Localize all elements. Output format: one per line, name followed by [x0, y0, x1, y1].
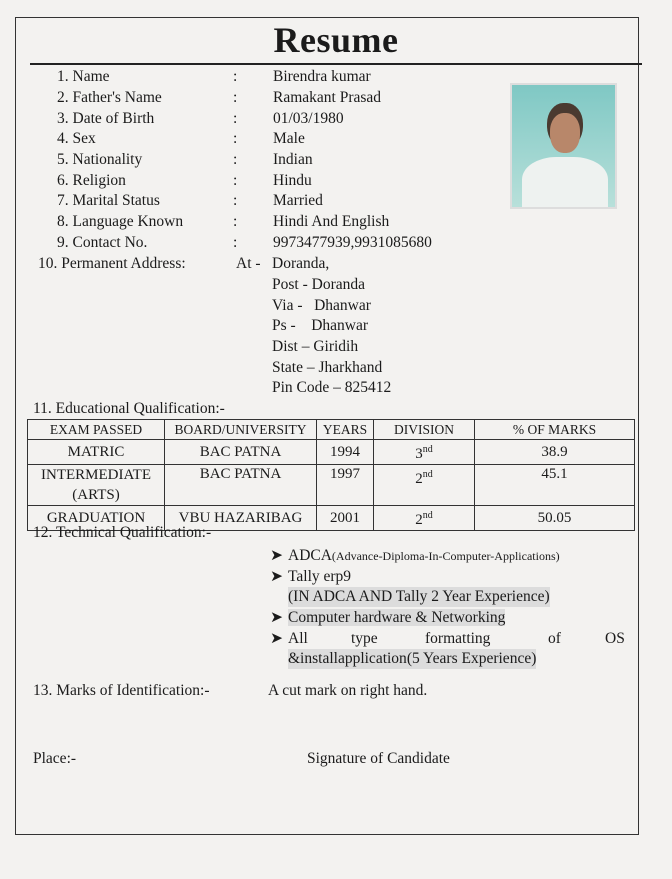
colon: : [233, 234, 238, 251]
arrow-bullet-icon: ➤ [270, 547, 283, 564]
religion-value: Hindu [273, 172, 312, 189]
address-label: 10. Permanent Address: [38, 255, 186, 272]
address-line: Via - Dhanwar [272, 297, 371, 314]
exam-cell: MATRIC [28, 440, 165, 465]
religion-label: 6. Religion [57, 172, 126, 189]
father-name-value: Ramakant Prasad [273, 89, 382, 106]
table-row [28, 465, 635, 506]
dob-value: 01/03/1980 [273, 110, 344, 127]
header-years: YEARS [317, 420, 374, 440]
identification-value: A cut mark on right hand. [268, 682, 428, 699]
colon: : [233, 68, 238, 85]
install-experience: &installapplication(5 Years Experience) [288, 650, 537, 667]
colon: : [233, 213, 238, 230]
photo-face-shape [550, 113, 580, 153]
arrow-bullet-icon: ➤ [270, 609, 283, 626]
address-line: Post - Doranda [272, 276, 365, 293]
contact-value: 9973477939,9931085680 [273, 234, 432, 251]
language-value: Hindi And English [273, 213, 390, 230]
page-title: Resume [273, 20, 399, 60]
father-name-label: 2. Father's Name [57, 89, 162, 106]
tally-experience: (IN ADCA AND Tally 2 Year Experience) [288, 588, 550, 605]
year-cell: 1997 [317, 465, 374, 506]
arrow-bullet-icon: ➤ [270, 630, 283, 647]
colon: : [233, 110, 238, 127]
address-line: Pin Code – 825412 [272, 379, 392, 396]
header-division: DIVISION [374, 420, 475, 440]
address-line: Ps - Dhanwar [272, 317, 368, 334]
candidate-photo [510, 83, 617, 209]
technical-item-tally: ➤ Tally erp9 [270, 568, 352, 585]
photo-shirt-shape [522, 157, 608, 209]
division-cell: 3nd [374, 440, 475, 465]
technical-label: 12. Technical Qualification:- [33, 524, 212, 541]
contact-label: 9. Contact No. [57, 234, 148, 251]
table-row [28, 440, 635, 465]
marks-cell: 50.05 [475, 506, 635, 531]
exam-cell: GRADUATION [28, 506, 165, 531]
education-label: 11. Educational Qualification:- [33, 400, 225, 417]
marital-status-value: Married [273, 192, 323, 209]
name-label: 1. Name [57, 68, 110, 85]
colon: : [233, 172, 238, 189]
technical-item-hardware: ➤ Computer hardware & Networking [270, 609, 506, 626]
technical-item-adca: ➤ ADCA(Advance-Diploma-In-Computer-Applications) [270, 547, 560, 564]
address-line: Doranda, [272, 255, 330, 272]
address-line: State – Jharkhand [272, 359, 383, 376]
address-line: Dist – Giridih [272, 338, 359, 355]
marks-cell: 45.1 [475, 465, 635, 506]
header-board: BOARD/UNIVERSITY [165, 420, 317, 440]
colon: : [233, 151, 238, 168]
sex-value: Male [273, 130, 305, 147]
year-cell: 2001 [317, 506, 374, 531]
name-value: Birendra kumar [273, 68, 371, 85]
place-label: Place:- [33, 750, 77, 767]
colon: : [233, 89, 238, 106]
year-cell: 1994 [317, 440, 374, 465]
division-cell: 2nd [374, 465, 475, 506]
sex-label: 4. Sex [57, 130, 96, 147]
technical-item-os: ➤ All type formatting of OS [270, 630, 625, 647]
board-cell: VBU HAZARIBAG [165, 506, 317, 531]
nationality-value: Indian [273, 151, 313, 168]
colon: : [233, 192, 238, 209]
marital-status-label: 7. Marital Status [57, 192, 160, 209]
board-cell: BAC PATNA [165, 465, 317, 506]
division-cell: 2nd [374, 506, 475, 531]
address-prefix: At - [236, 255, 261, 272]
colon: : [233, 130, 238, 147]
table-header-row [28, 420, 635, 440]
header-exam: EXAM PASSED [28, 420, 165, 440]
marks-cell: 38.9 [475, 440, 635, 465]
education-table [27, 419, 635, 531]
nationality-label: 5. Nationality [57, 151, 143, 168]
exam-cell: INTERMEDIATE (ARTS) [28, 465, 165, 506]
language-label: 8. Language Known [57, 213, 184, 230]
header-marks: % OF MARKS [475, 420, 635, 440]
identification-label: 13. Marks of Identification:- [33, 682, 210, 699]
title-underline [30, 63, 642, 65]
arrow-bullet-icon: ➤ [270, 568, 283, 585]
dob-label: 3. Date of Birth [57, 110, 155, 127]
signature-label: Signature of Candidate [307, 750, 450, 767]
board-cell: BAC PATNA [165, 440, 317, 465]
